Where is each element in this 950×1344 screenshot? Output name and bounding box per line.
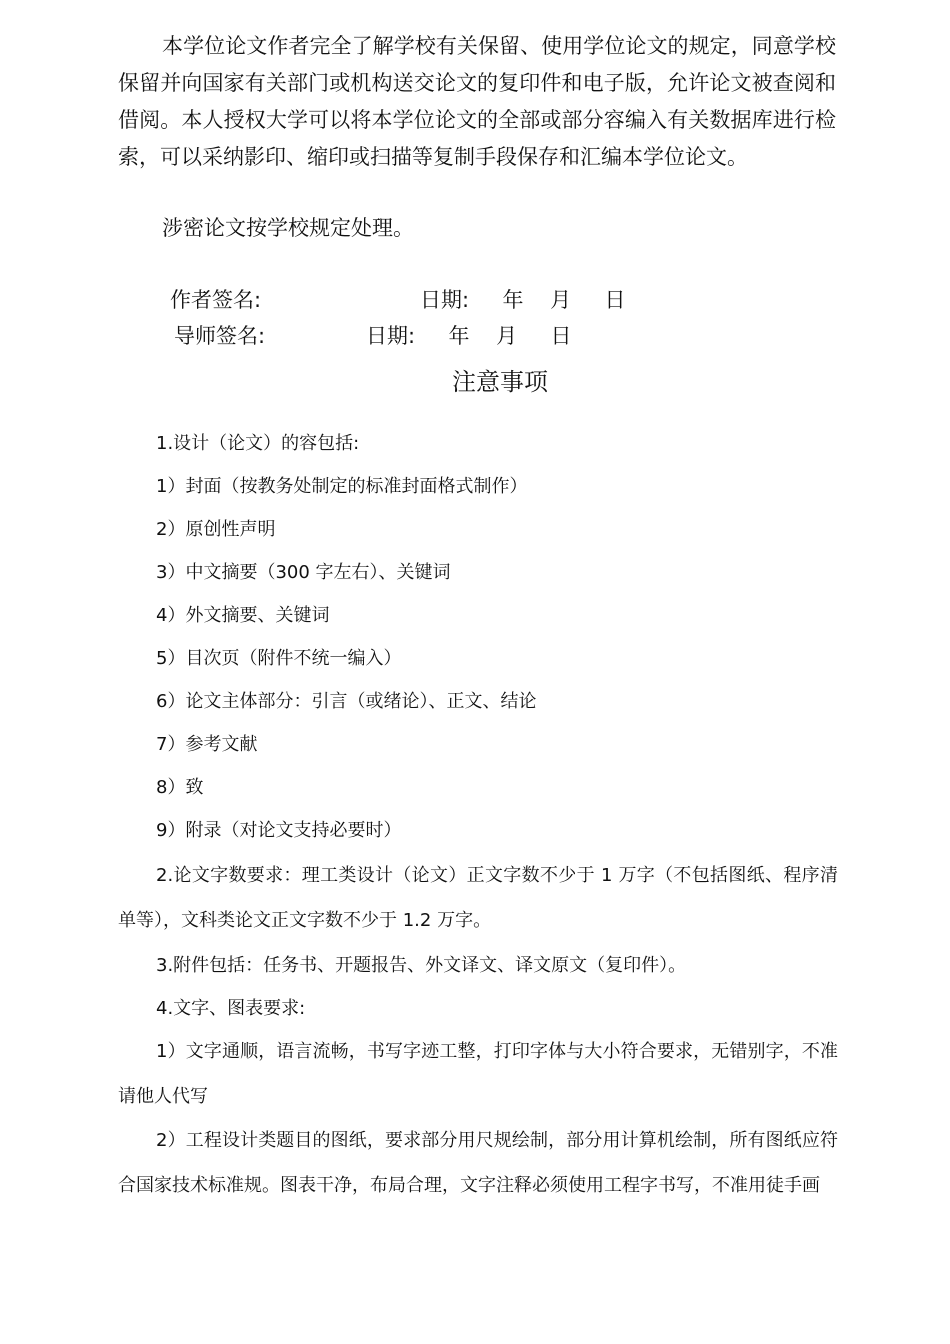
author-signature-label: 作者签名:: [170, 288, 262, 312]
list-item: 3）中文摘要（300 字左右）、关键词: [156, 562, 451, 583]
list-item: 4）外文摘要、关键词: [156, 605, 330, 626]
list-item: 2）原创性声明: [156, 519, 276, 540]
advisor-date-label: 日期: 年 月 日: [366, 324, 572, 348]
list-item: 6）论文主体部分：引言（或绪论）、正文、结论: [156, 691, 537, 712]
list-item: 7）参考文献: [156, 734, 258, 755]
list-item: 1）封面（按教务处制定的标准封面格式制作）: [156, 476, 528, 497]
notes-item4-text-requirements: 1）文字通顺，语言流畅，书写字迹工整，打印字体与大小符合要求，无错别字，不准请他人代写: [118, 1041, 838, 1107]
classified-note: 涉密论文按学校规定处理。: [162, 216, 414, 240]
advisor-signature-label: 导师签名:: [174, 324, 266, 348]
notes-item1-heading: 1.设计（论文）的容包括:: [156, 433, 360, 454]
declaration-paragraph: 本学位论文作者完全了解学校有关保留、使用学位论文的规定，同意学校保留并向国家有关部门或机构送交论文的复印件和电子版，允许论文被查阅和借阅。本人授权大学可以将本学位论文的全部或部分容编入有关数据库进行检索，可以采纳影印、缩印或扫描等复制手段保存和汇编本学位论文。: [118, 34, 836, 169]
notes-item4-heading: 4.文字、图表要求:: [156, 998, 306, 1019]
list-item: 9）附录（对论文支持必要时）: [156, 820, 402, 841]
list-item: 5）目次页（附件不统一编入）: [156, 648, 402, 669]
notes-item2-word-count: 2.论文字数要求：理工类设计（论文）正文字数不少于 1 万字（不包括图纸、程序清单等），文科类论文正文字数不少于 1.2 万字。: [118, 865, 838, 931]
list-item: 8）致: [156, 777, 204, 798]
author-date-label: 日期: 年 月 日: [420, 288, 626, 312]
notes-item4-drawing-requirements: 2）工程设计类题目的图纸，要求部分用尺规绘制，部分用计算机绘制，所有图纸应符合国家技术标准规。图表干净，布局合理，文字注释必须使用工程字书写，不准用徒手画: [118, 1130, 838, 1196]
notes-item3-attachments: 3.附件包括：任务书、开题报告、外文译文、译文原文（复印件）。: [156, 955, 687, 976]
notes-title: 注意事项: [452, 368, 548, 396]
